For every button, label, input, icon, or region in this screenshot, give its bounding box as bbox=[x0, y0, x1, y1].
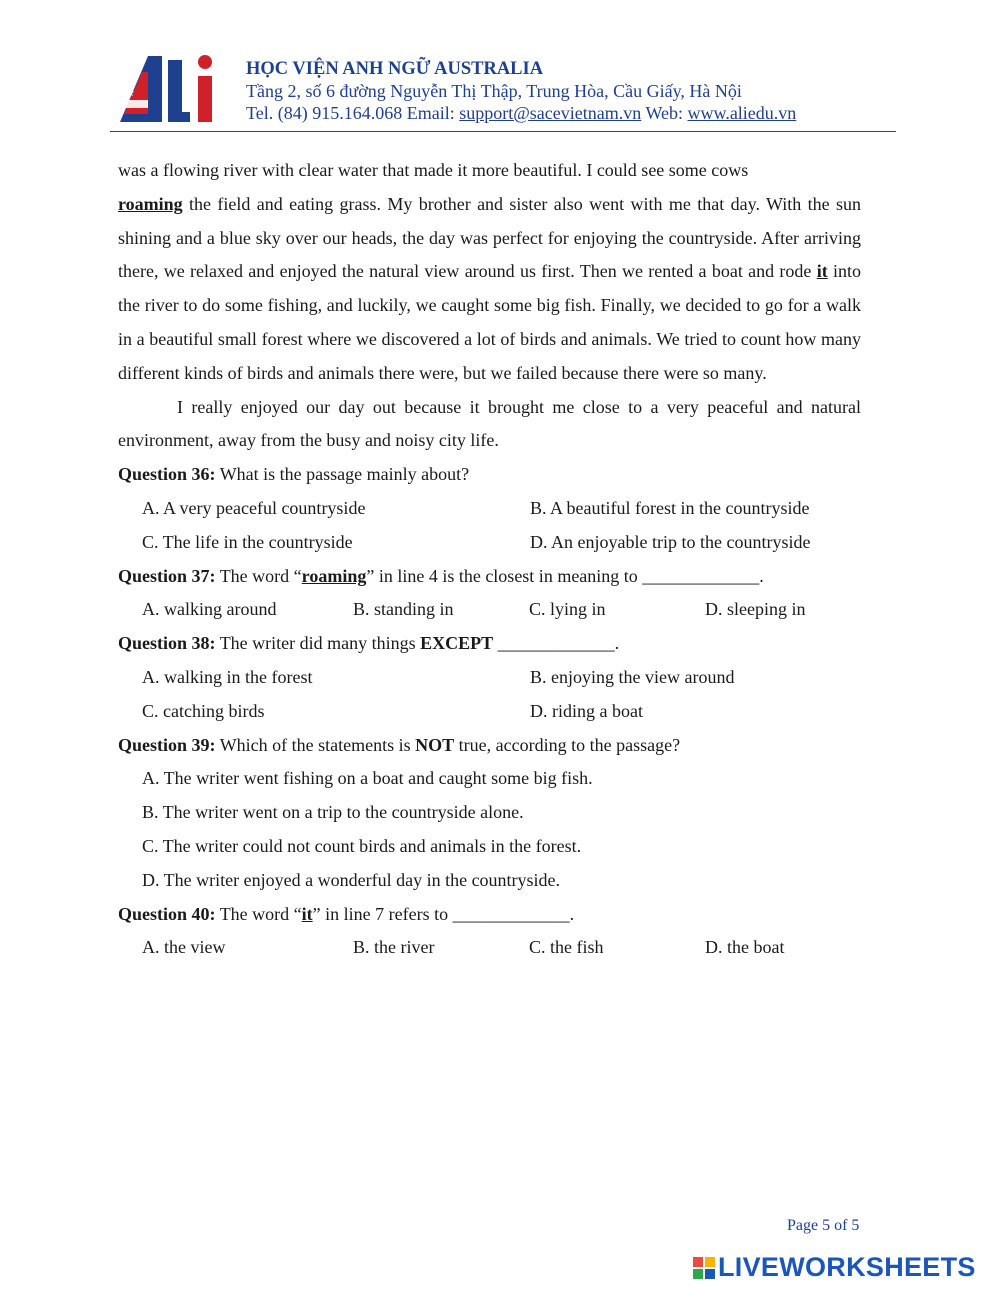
question-37 bbox=[118, 560, 861, 594]
tel-label: Tel. (84) 915.164.068 Email: bbox=[246, 103, 455, 123]
option-c[interactable]: C. the fish bbox=[529, 937, 604, 958]
option-c[interactable]: C. The life in the countryside bbox=[142, 531, 353, 552]
option-b[interactable]: B. the river bbox=[353, 937, 435, 958]
passage-paragraph-1 bbox=[118, 154, 861, 391]
question-text: The writer did many things bbox=[215, 633, 421, 654]
question-text: What is the passage mainly about? bbox=[215, 464, 470, 485]
liveworksheets-icon bbox=[693, 1257, 715, 1279]
question-39 bbox=[118, 729, 861, 763]
web-label: Web: bbox=[645, 103, 683, 123]
question-label: Question 40: bbox=[118, 903, 216, 924]
passage-text: was a flowing river with clear water that made it more beautiful. I could see some cows bbox=[118, 160, 749, 180]
options-row bbox=[118, 661, 861, 695]
question-keyword: NOT bbox=[415, 734, 455, 755]
option-d[interactable]: D. The writer enjoyed a wonderful day in the countryside. bbox=[142, 869, 561, 890]
question-text: ” in line 7 refers to _____________. bbox=[312, 903, 575, 924]
option-d[interactable]: D. An enjoyable trip to the countryside bbox=[530, 531, 811, 552]
org-address: Tầng 2, số 6 đường Nguyễn Thị Thập, Trung Hòa, Cầu Giấy, Hà Nội bbox=[246, 81, 742, 101]
option-b[interactable]: B. A beautiful forest in the countryside bbox=[530, 497, 810, 518]
question-text: The word “ bbox=[215, 565, 302, 586]
question-label: Question 38: bbox=[118, 633, 216, 654]
question-label: Question 39: bbox=[118, 734, 216, 755]
options-row bbox=[118, 931, 861, 965]
question-38 bbox=[118, 627, 861, 661]
question-text: true, according to the passage? bbox=[454, 734, 681, 755]
org-info bbox=[246, 58, 796, 124]
options-row bbox=[118, 593, 861, 627]
org-name: HỌC VIỆN ANH NGỮ AUSTRALIA bbox=[246, 59, 544, 79]
question-keyword: EXCEPT bbox=[420, 633, 494, 654]
header-divider bbox=[110, 131, 896, 132]
question-text: ” in line 4 is the closest in meaning to _____________. bbox=[366, 565, 764, 586]
options-row bbox=[118, 492, 861, 526]
question-36 bbox=[118, 458, 861, 492]
option-a[interactable]: A. the view bbox=[142, 937, 226, 958]
org-contact bbox=[246, 102, 796, 124]
option-b[interactable]: B. The writer went on a trip to the countryside alone. bbox=[142, 802, 524, 823]
option-c[interactable]: C. lying in bbox=[529, 599, 606, 620]
question-40 bbox=[118, 898, 861, 932]
question-text: The word “ bbox=[215, 903, 302, 924]
question-text: Which of the statements is bbox=[215, 734, 416, 755]
keyword-roaming: roaming bbox=[118, 193, 183, 214]
liveworksheets-brand bbox=[693, 1252, 976, 1283]
question-label: Question 37: bbox=[118, 565, 216, 586]
options-row bbox=[118, 526, 861, 560]
option-a[interactable]: A. walking around bbox=[142, 599, 277, 620]
brand-text: LIVEWORKSHEETS bbox=[718, 1252, 976, 1282]
option-d[interactable]: D. riding a boat bbox=[530, 700, 643, 721]
main-content bbox=[118, 154, 861, 965]
option-b[interactable]: B. standing in bbox=[353, 599, 454, 620]
passage-paragraph-2: I really enjoyed our day out because it brought me close to a very peaceful and natural environment, away from the busy and noisy city life. bbox=[118, 396, 861, 451]
option-c[interactable]: C. catching birds bbox=[142, 700, 265, 721]
option-c[interactable]: C. The writer could not count birds and animals in the forest. bbox=[142, 835, 582, 856]
page-number: Page 5 of 5 bbox=[787, 1217, 860, 1234]
question-text: _____________. bbox=[493, 633, 620, 654]
page-header bbox=[0, 0, 1000, 132]
option-a[interactable]: A. The writer went fishing on a boat and caught some big fish. bbox=[142, 768, 593, 789]
passage-text: the field and eating grass. My brother and sister also went with me that day. With the sun shining and a blue sky over our heads, the day was perfect for enjoying the countryside. After arriving there, we relaxed and enjoyed the natural view around us first. Then we rented a boat and rode bbox=[118, 193, 861, 282]
options-row bbox=[118, 695, 861, 729]
keyword-it: it bbox=[816, 261, 828, 282]
question-keyword: it bbox=[301, 903, 313, 924]
option-d[interactable]: D. sleeping in bbox=[705, 599, 806, 620]
option-a[interactable]: A. A very peaceful countryside bbox=[142, 497, 366, 518]
option-a[interactable]: A. walking in the forest bbox=[142, 666, 313, 687]
option-d[interactable]: D. the boat bbox=[705, 937, 785, 958]
option-b[interactable]: B. enjoying the view around bbox=[530, 666, 735, 687]
svg-text:★: ★ bbox=[126, 88, 135, 99]
passage-text: into the river to do some fishing, and luckily, we caught some big fish. Finally, we decided to go for a walk in a beautiful small forest where we discovered a lot of birds and animals. We tried to count how many different kinds of birds and animals there were, but we failed because there were so many. bbox=[118, 261, 861, 383]
question-keyword: roaming bbox=[301, 565, 367, 586]
web-link[interactable]: www.aliedu.vn bbox=[687, 103, 797, 123]
question-label: Question 36: bbox=[118, 464, 216, 485]
ali-logo bbox=[118, 52, 222, 124]
email-link[interactable]: support@sacevietnam.vn bbox=[459, 103, 642, 123]
